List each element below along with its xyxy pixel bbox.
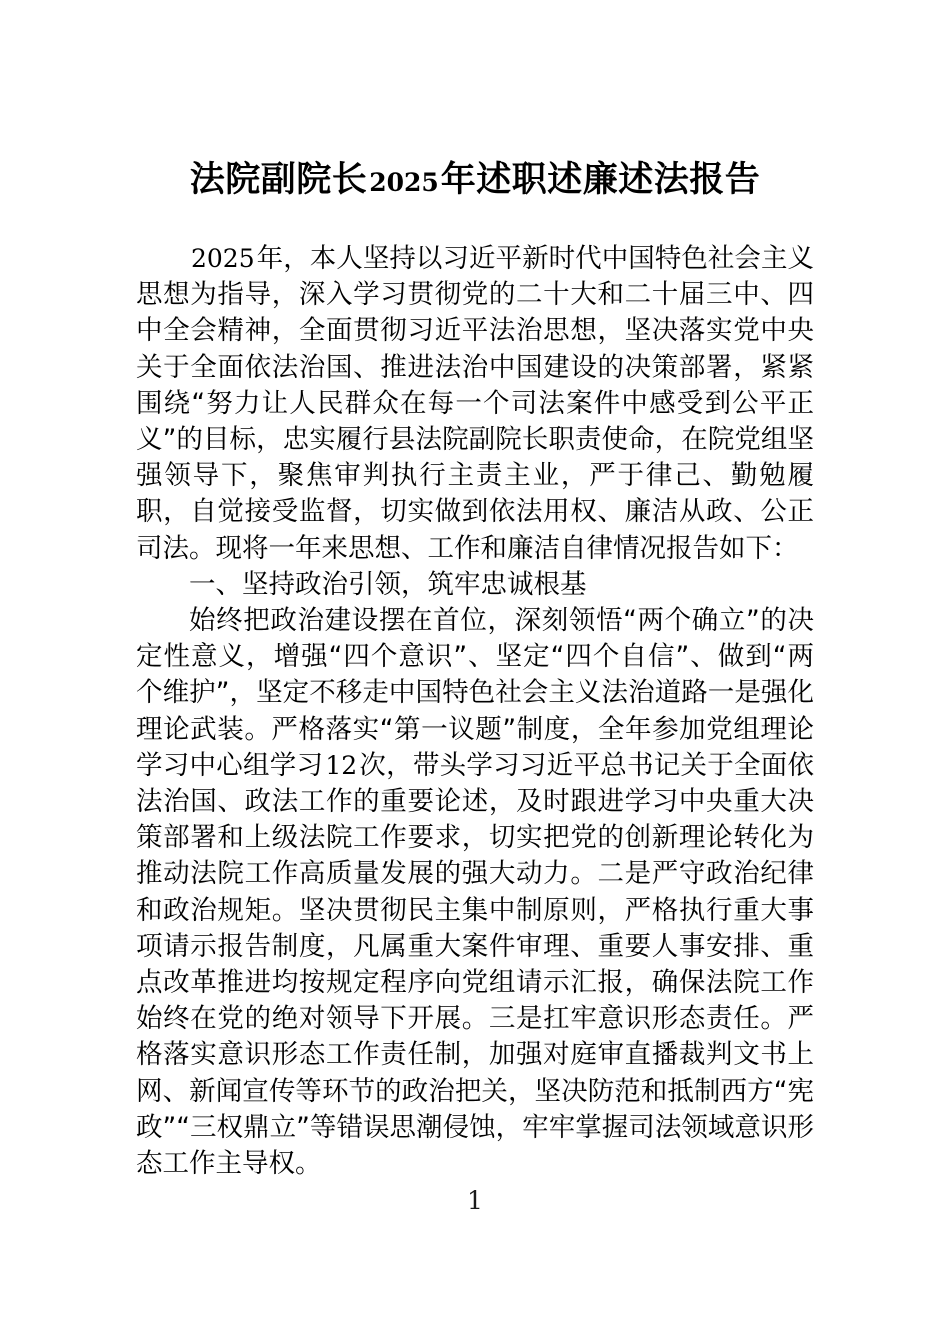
numeral-run: 2025 — [191, 244, 255, 273]
numeral-run: 2025 — [369, 168, 439, 197]
page-content — [136, 0, 814, 1182]
numeral-run: 12 — [325, 750, 358, 780]
document-body — [136, 241, 814, 1182]
page-number: 1 — [467, 1186, 483, 1215]
page-title: 法院副院长2025年述职述廉述法报告 — [189, 160, 761, 200]
paragraph-section-1-body: 始终把政治建设摆在首位，深刻领悟“两个确立”的决定性意义，增强“四个意识”、坚定“四个自信”、做到“两个维护”，坚定不移走中国特色社会主义法治道路一是强化理论武装。严格落实“第一议题”制度，全年参加党组理论学习中心组学习12次，带头学习习近平总书记关于全面依法治国、政法工作的重要论述，及时跟进学习中央重大决策部署和上级法院工作要求，切实把党的创新理论转化为推动法院工作高质量发展的强大动力。二是严守政治纪律和政治规矩。坚决贯彻民主集中制原则，严格执行重大事项请示报告制度，凡属重大案件审理、重要人事安排、重点改革推进均按规定程序向党组请示汇报，确保法院工作始终在党的绝对领导下开展。三是扛牢意识形态责任。严格落实意识形态工作责任制，加强对庭审直播裁判文书上网、新闻宣传等环节的政治把关，坚决防范和抵制西方“宪政”“三权鼎立”等错误思潮侵蚀，牢牢掌握司法领域意识形态工作主导权。 — [136, 605, 815, 1180]
paragraph-intro: 2025年，本人坚持以习近平新时代中国特色社会主义思想为指导，深入学习贯彻党的二十大和二十届三中、四中全会精神，全面贯彻习近平法治思想，坚决落实党中央关于全面依法治国、推进法治中国建设的决策部署，紧紧围绕“努力让人民群众在每一个司法案件中感受到公平正义”的目标，忠实履行县法院副院长职责使命，在院党组坚强领导下，聚焦审判执行主责主业，严于律己、勤勉履职，自觉接受监督，切实做到依法用权、廉洁从政、公正司法。现将一年来思想、工作和廉洁自律情况报告如下： — [136, 243, 814, 564]
section-heading-1: 一、坚持政治引领，筑牢忠诚根基 — [189, 568, 587, 600]
